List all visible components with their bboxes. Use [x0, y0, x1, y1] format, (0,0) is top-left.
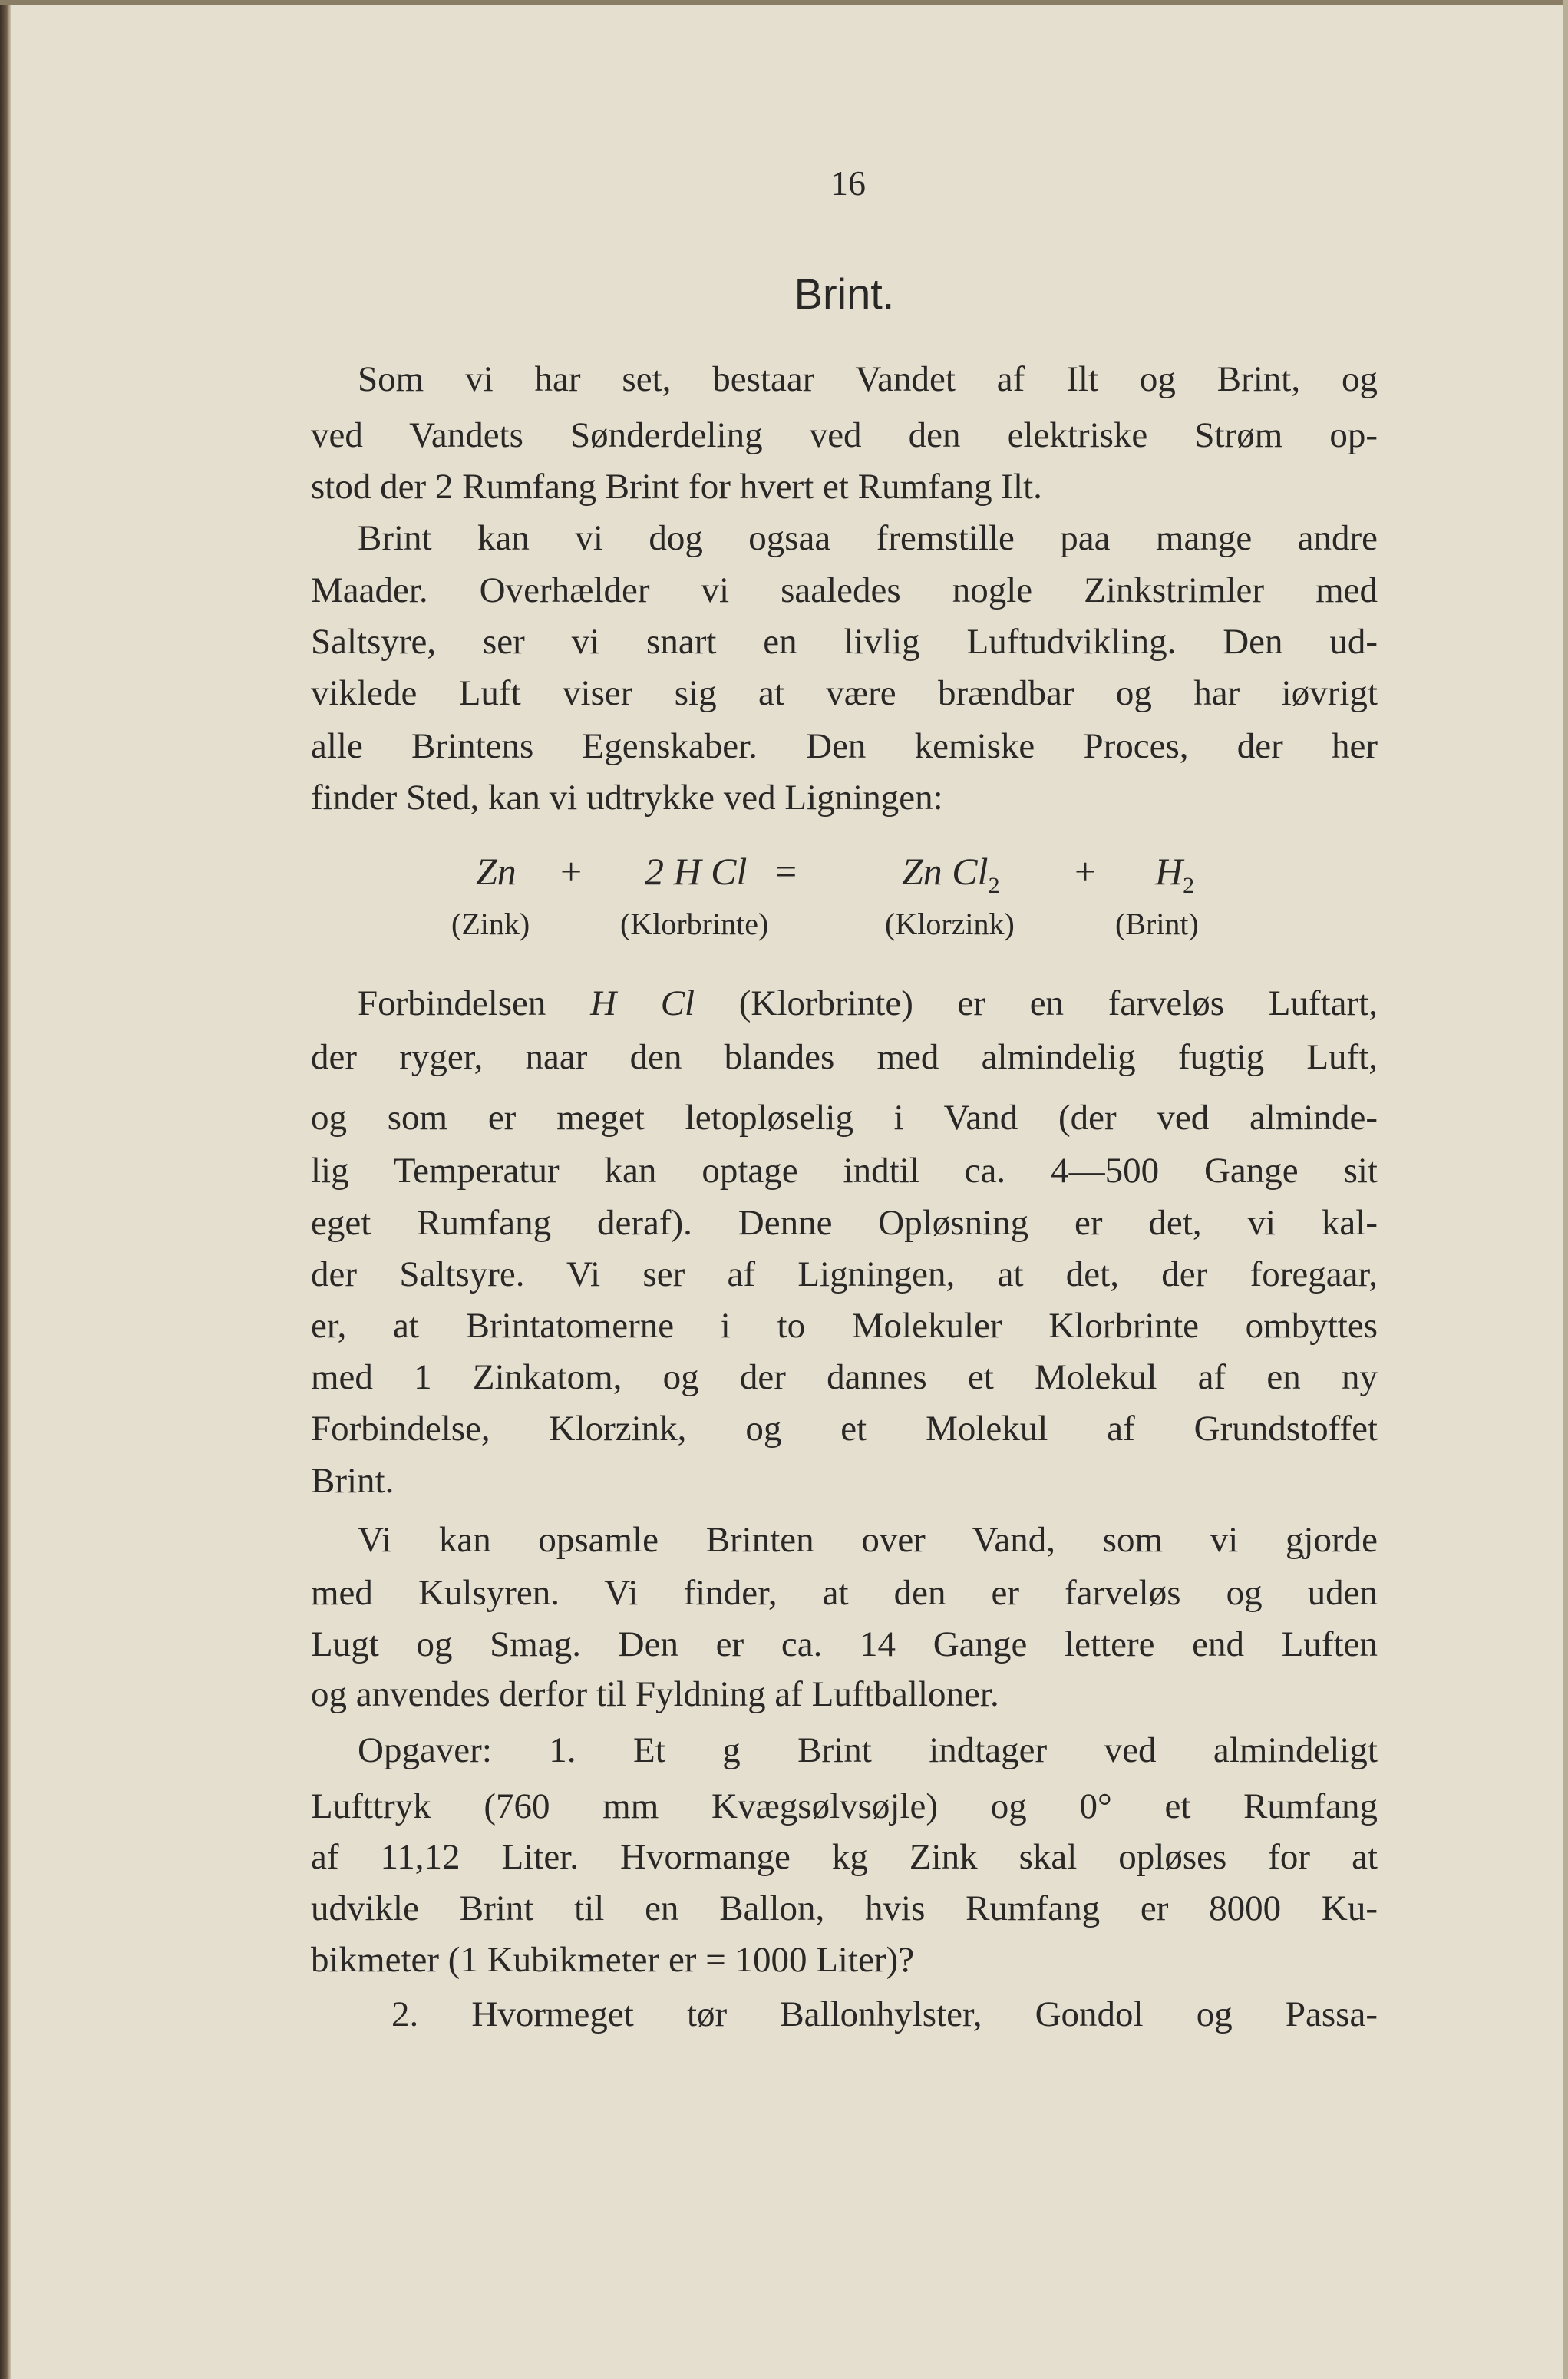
eq-zncl: Zn Cl [902, 850, 989, 893]
text-line: alle Brintens Egenskaber. Den kemiske Proces, der her [311, 726, 1378, 767]
eq-subscript: 2 [988, 873, 1000, 898]
text-line: af 11,12 Liter. Hvormange kg Zink skal opløses for at [311, 1836, 1378, 1877]
text-line: der Saltsyre. Vi ser af Ligningen, at det, der foregaar, [311, 1254, 1378, 1294]
eq-label-zink: (Zink) [451, 907, 530, 941]
text-line [358, 980, 1378, 1026]
page-right-edge [1563, 0, 1568, 2379]
text-line: Vi kan opsamle Brinten over Vand, som vi gjorde [358, 1519, 1378, 1560]
eq-term-zn: Zn [476, 850, 517, 893]
text-line: med Kulsyren. Vi finder, at den er farveløs og uden [311, 1572, 1378, 1613]
section-title: Brint. [794, 269, 895, 318]
eq-label-brint: (Brint) [1115, 907, 1199, 941]
text-line: lig Temperatur kan optage indtil ca. 4—500 Gange sit [311, 1151, 1378, 1191]
text-line: ved Vandets Sønderdeling ved den elektriske Strøm op- [311, 415, 1378, 456]
book-spine-edge [0, 0, 11, 2379]
text-line: og anvendes derfor til Fyldning af Luftballoner. [311, 1674, 999, 1715]
text-line: Brint kan vi dog ogsaa fremstille paa mange andre [358, 518, 1378, 559]
text-line: finder Sted, kan vi udtrykke ved Ligningen: [311, 778, 943, 818]
eq-equals: = [775, 850, 797, 893]
text-line: Lugt og Smag. Den er ca. 14 Gange lettere end Luften [311, 1624, 1378, 1664]
text-line: Opgaver: 1. Et g Brint indtager ved almindeligt [358, 1730, 1378, 1771]
eq-term-h2 [1155, 849, 1194, 899]
eq-subscript: 2 [1183, 873, 1195, 898]
text-line: der ryger, naar den blandes med almindelig fugtig Luft, [311, 1037, 1378, 1078]
formula-hcl: H Cl [590, 983, 695, 1023]
text-line: Som vi har set, bestaar Vandet af Ilt og Brint, og [358, 359, 1378, 399]
text-line: stod der 2 Rumfang Brint for hvert et Rumfang Ilt. [311, 467, 1042, 507]
text-line: er, at Brintatomerne i to Molekuler Klorbrinte ombyttes [311, 1306, 1378, 1346]
eq-term-hcl: 2 H Cl [645, 850, 748, 893]
text-segment: Forbindelsen [358, 983, 591, 1023]
text-line: med 1 Zinkatom, og der dannes et Molekul af en ny [311, 1357, 1378, 1398]
eq-term-zncl2 [902, 849, 1000, 899]
text-line: Saltsyre, ser vi snart en livlig Luftudvikling. Den ud- [311, 621, 1378, 662]
eq-plus-2: + [1074, 850, 1097, 893]
text-line: bikmeter (1 Kubikmeter er = 1000 Liter)? [311, 1939, 915, 1980]
text-segment: (Klorbrinte) er en farveløs Luftart, [695, 983, 1378, 1023]
text-line: udvikle Brint til en Ballon, hvis Rumfang er 8000 Ku- [311, 1888, 1378, 1928]
text-line: Maader. Overhælder vi saaledes nogle Zinkstrimler med [311, 570, 1378, 610]
text-line: Forbindelse, Klorzink, og et Molekul af Grundstoffet [311, 1409, 1378, 1449]
text-line: og som er meget letopløselig i Vand (der ved alminde- [311, 1098, 1378, 1138]
eq-label-klorzink: (Klorzink) [885, 907, 1015, 941]
text-line: Brint. [311, 1460, 394, 1501]
eq-plus: + [560, 850, 583, 893]
page-number: 16 [830, 164, 866, 203]
eq-h: H [1155, 850, 1183, 893]
page-top-edge [0, 0, 1568, 5]
text-line: viklede Luft viser sig at være brændbar og har iøvrigt [311, 673, 1378, 714]
eq-label-klorbrinte: (Klorbrinte) [620, 907, 769, 941]
text-line: eget Rumfang deraf). Denne Opløsning er det, vi kal- [311, 1202, 1378, 1243]
text-line: 2. Hvormeget tør Ballonhylster, Gondol og Passa- [391, 1994, 1378, 2035]
text-line: Lufttryk (760 mm Kvægsølvsøjle) og 0° et Rumfang [311, 1786, 1378, 1827]
